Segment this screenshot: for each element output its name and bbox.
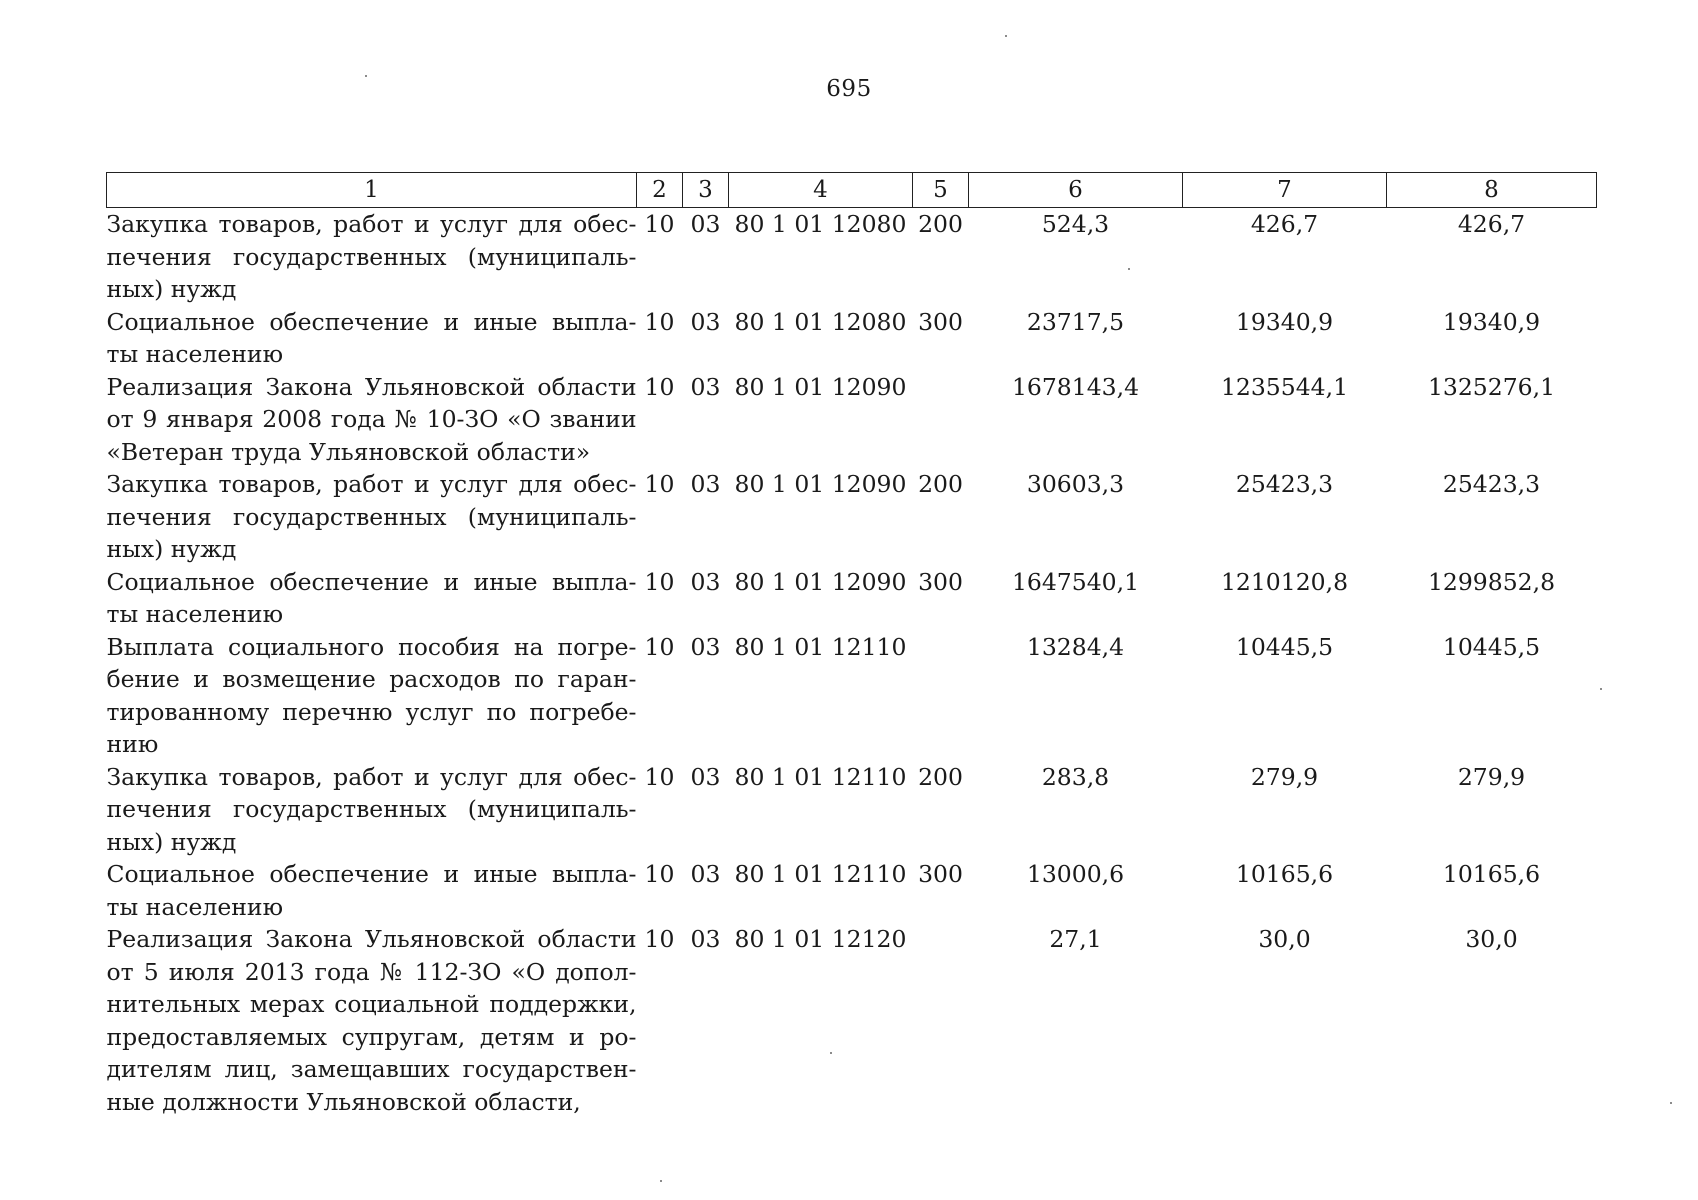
row-expense-kind <box>913 923 969 1118</box>
row-subsection: 03 <box>690 307 721 336</box>
row-value-col8: 279,9 <box>1457 762 1526 791</box>
scan-speck <box>1128 268 1130 270</box>
row-subsection: 03 <box>690 210 721 238</box>
row-expense-kind: 300 <box>918 860 963 888</box>
table-row <box>107 858 1597 923</box>
table-row <box>107 923 1597 1118</box>
row-expense-kind <box>913 371 969 469</box>
row-target-code: 80 1 01 12090 <box>734 470 907 498</box>
row-subsection: 03 <box>690 762 721 791</box>
row-value-col6: 1678143,4 <box>1011 372 1140 401</box>
column-header: 6 <box>969 173 1183 208</box>
row-value-col6: 30603,3 <box>1026 470 1125 498</box>
column-header: 1 <box>107 173 637 208</box>
row-target-code: 80 1 01 12090 <box>734 372 907 401</box>
row-section: 10 <box>644 470 675 498</box>
row-target-code: 80 1 01 12080 <box>734 307 907 336</box>
row-value-col6: 524,3 <box>1041 210 1110 238</box>
row-subsection: 03 <box>690 925 721 953</box>
scan-speck <box>660 1180 662 1182</box>
row-expense-kind: 200 <box>918 762 963 791</box>
column-header: 5 <box>913 173 969 208</box>
row-value-col7: 10165,6 <box>1235 860 1334 888</box>
scan-speck <box>365 75 367 77</box>
row-description: Социальное обеспечение и иные выпла-ты населению <box>106 860 637 921</box>
row-section: 10 <box>644 210 675 238</box>
scan-speck <box>1670 1102 1672 1104</box>
row-value-col7: 25423,3 <box>1235 470 1334 498</box>
row-expense-kind: 300 <box>918 567 963 596</box>
row-expense-kind: 200 <box>918 470 963 498</box>
row-subsection: 03 <box>690 860 721 888</box>
row-value-col7: 1210120,8 <box>1220 567 1349 596</box>
row-section: 10 <box>644 925 675 953</box>
row-value-col8: 25423,3 <box>1442 470 1541 498</box>
column-header: 3 <box>683 173 729 208</box>
table-row <box>107 208 1597 306</box>
row-value-col6: 13000,6 <box>1026 860 1125 888</box>
table-row <box>107 468 1597 566</box>
row-section: 10 <box>644 372 675 401</box>
row-expense-kind: 200 <box>918 210 963 238</box>
scan-speck <box>830 1052 832 1054</box>
row-description: Выплата социального пособия на погре-бение и возмещение расходов по гаран-тированному перечню услуг по погребе-нию <box>106 632 637 758</box>
table-row <box>107 306 1597 371</box>
row-value-col7: 10445,5 <box>1235 632 1334 661</box>
table-row <box>107 371 1597 469</box>
row-value-col6: 23717,5 <box>1026 307 1125 336</box>
row-section: 10 <box>644 567 675 596</box>
column-header: 8 <box>1387 173 1597 208</box>
row-value-col7: 1235544,1 <box>1220 372 1349 401</box>
row-subsection: 03 <box>690 567 721 596</box>
row-value-col8: 1299852,8 <box>1427 567 1556 596</box>
row-value-col7: 426,7 <box>1250 210 1319 238</box>
row-subsection: 03 <box>690 632 721 661</box>
row-description: Закупка товаров, работ и услуг для обес-печения государственных (муниципаль-ных) нужд <box>106 470 637 563</box>
row-value-col8: 19340,9 <box>1442 307 1541 336</box>
row-target-code: 80 1 01 12110 <box>734 632 907 661</box>
row-value-col6: 283,8 <box>1041 762 1110 791</box>
table-row <box>107 631 1597 761</box>
row-description: Социальное обеспечение и иные выпла-ты населению <box>106 567 637 628</box>
row-value-col6: 13284,4 <box>1026 632 1125 661</box>
row-description: Социальное обеспечение и иные выпла-ты населению <box>106 307 637 368</box>
column-header: 4 <box>729 173 913 208</box>
row-section: 10 <box>644 860 675 888</box>
row-target-code: 80 1 01 12110 <box>734 860 907 888</box>
row-value-col8: 10445,5 <box>1442 632 1541 661</box>
row-target-code: 80 1 01 12080 <box>734 210 907 238</box>
row-expense-kind <box>913 631 969 761</box>
row-value-col8: 10165,6 <box>1442 860 1541 888</box>
row-value-col7: 19340,9 <box>1235 307 1334 336</box>
row-section: 10 <box>644 762 675 791</box>
scan-speck <box>1005 35 1007 37</box>
table-row <box>107 566 1597 631</box>
budget-table <box>106 172 1597 1118</box>
row-value-col6: 27,1 <box>1049 925 1102 953</box>
row-expense-kind: 300 <box>918 307 963 336</box>
row-subsection: 03 <box>690 470 721 498</box>
column-header: 2 <box>637 173 683 208</box>
row-description: Реализация Закона Ульяновской области от 9 января 2008 года № 10-ЗО «О звании «Ветеран труда Ульяновской области» <box>106 372 637 466</box>
row-section: 10 <box>644 307 675 336</box>
row-value-col8: 1325276,1 <box>1427 372 1556 401</box>
row-target-code: 80 1 01 12090 <box>734 567 907 596</box>
table-row <box>107 761 1597 859</box>
page-number: 695 <box>826 76 872 102</box>
row-section: 10 <box>644 632 675 661</box>
column-header: 7 <box>1183 173 1387 208</box>
header-row <box>107 173 1597 208</box>
row-target-code: 80 1 01 12120 <box>734 925 907 953</box>
row-target-code: 80 1 01 12110 <box>734 762 907 791</box>
row-subsection: 03 <box>690 372 721 401</box>
row-value-col6: 1647540,1 <box>1011 567 1140 596</box>
row-value-col7: 30,0 <box>1258 925 1311 953</box>
row-description: Закупка товаров, работ и услуг для обес-печения государственных (муниципаль-ных) нужд <box>106 762 637 856</box>
row-value-col8: 30,0 <box>1465 925 1518 953</box>
scan-speck <box>1600 688 1602 690</box>
row-description: Реализация Закона Ульяновской области от 5 июля 2013 года № 112-ЗО «О допол-нительных мерах социальной поддержки, предоставляемых супругам, детям и ро-дителям лиц, замещавших государствен-ные должности Ульяновской области, <box>106 925 637 1116</box>
row-value-col7: 279,9 <box>1250 762 1319 791</box>
row-description: Закупка товаров, работ и услуг для обес-печения государственных (муниципаль-ных) нужд <box>106 210 637 303</box>
row-value-col8: 426,7 <box>1457 210 1526 238</box>
